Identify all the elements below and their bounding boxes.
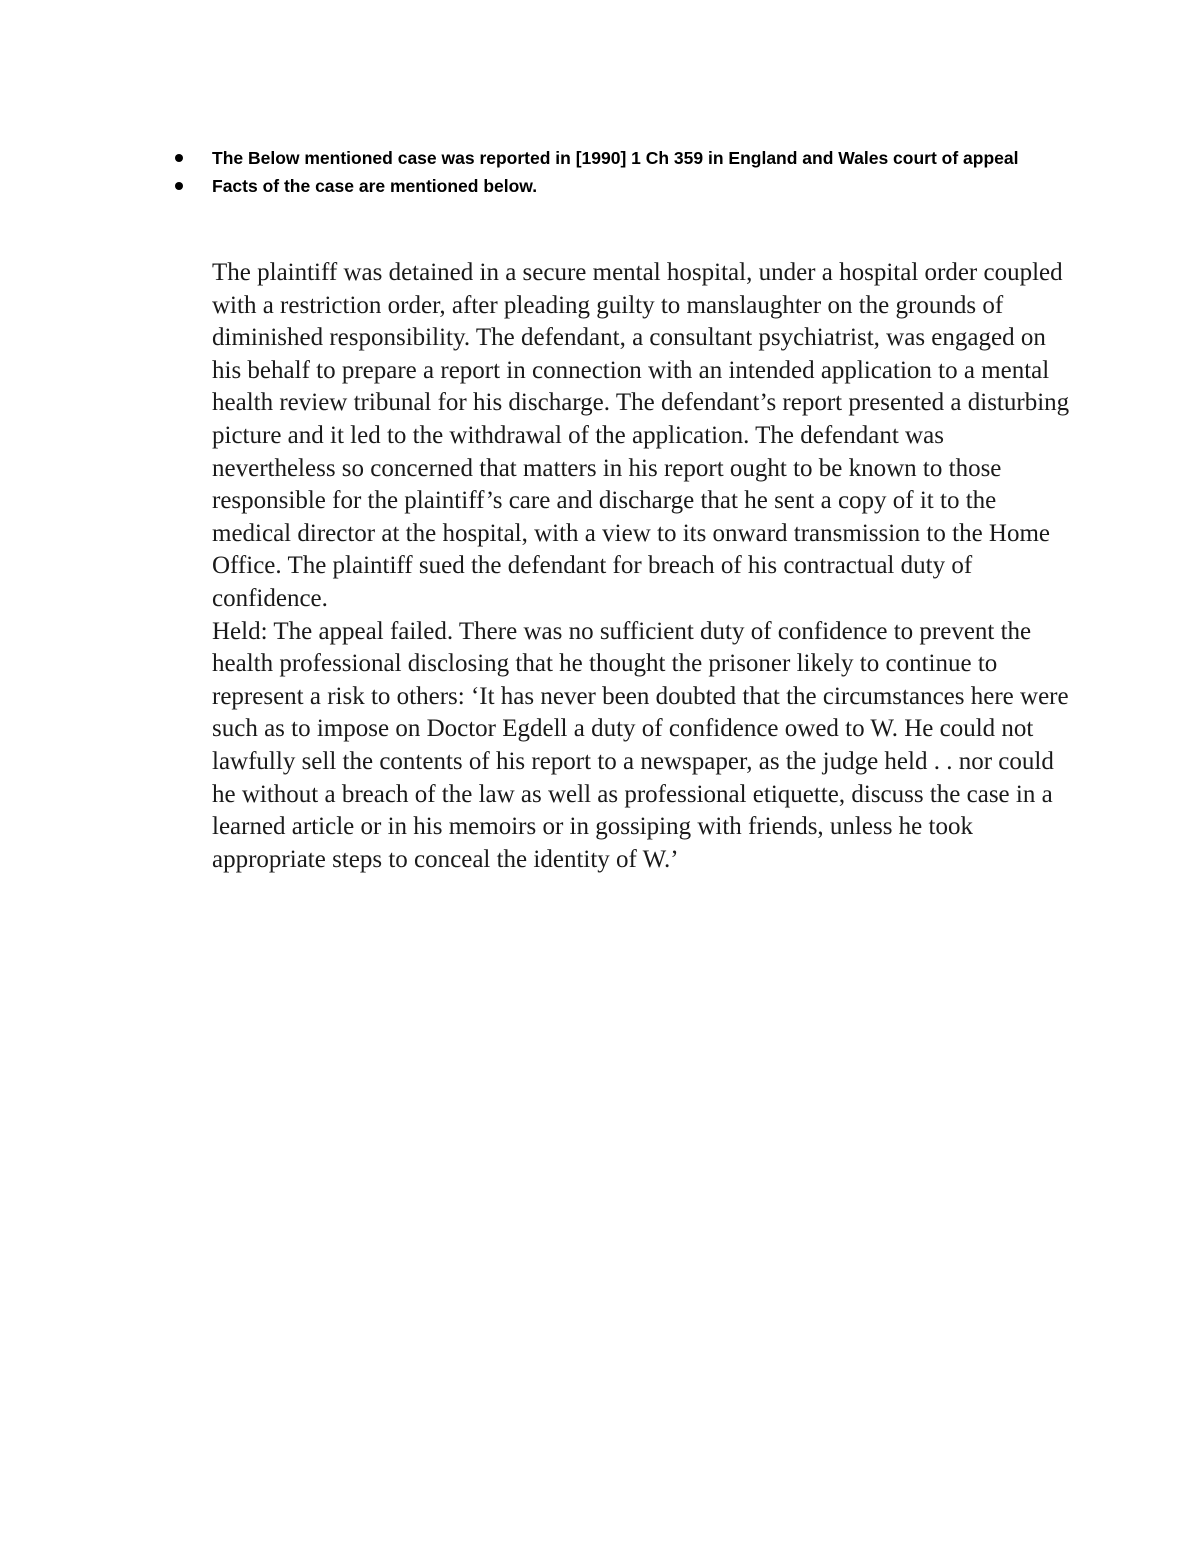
bullet-item-facts-intro [170,172,1030,200]
bullet-text: Facts of the case are mentioned below. [212,176,538,196]
bullet-list [170,144,1030,200]
bullet-item-report-citation [170,144,1030,172]
facts-paragraph: The plaintiff was detained in a secure mental hospital, under a hospital order coupled with a restriction order, after pleading guilty to manslaughter on the grounds of diminished responsibility. The defendant, a consultant psychiatrist, was engaged on his behalf to prepare a report in connection with an intended application to a mental health review tribunal for his discharge. The defendant’s report presented a disturbing picture and it led to the withdrawal of the application. The defendant was nevertheless so concerned that matters in his report ought to be known to those responsible for the plaintiff’s care and discharge that he sent a copy of it to the medical director at the hospital, with a view to its onward transmission to the Home Office. The plaintiff sued the defendant for breach of his contractual duty of confidence. [212,259,1070,612]
bullet-point-icon [175,182,183,190]
held-paragraph: Held: The appeal failed. There was no sufficient duty of confidence to prevent the health professional disclosing that he thought the prisoner likely to continue to represent a risk to others: ‘It has never been doubted that the circumstances here were such as to impose on Doctor Egdell a duty of confidence owed to W. He could not lawfully sell the contents of his report to a newspaper, as the judge held . . nor could he without a breach of the law as well as professional etiquette, discuss the case in a learned article or in his memoirs or in gossiping with friends, unless he took appropriate steps to conceal the identity of W.’ [212,617,1069,873]
bullet-text: The Below mentioned case was reported in [1990] 1 Ch 359 in England and Wales court of appeal [212,148,1019,168]
case-body-text [212,257,1072,876]
bullet-point-icon [175,154,183,162]
